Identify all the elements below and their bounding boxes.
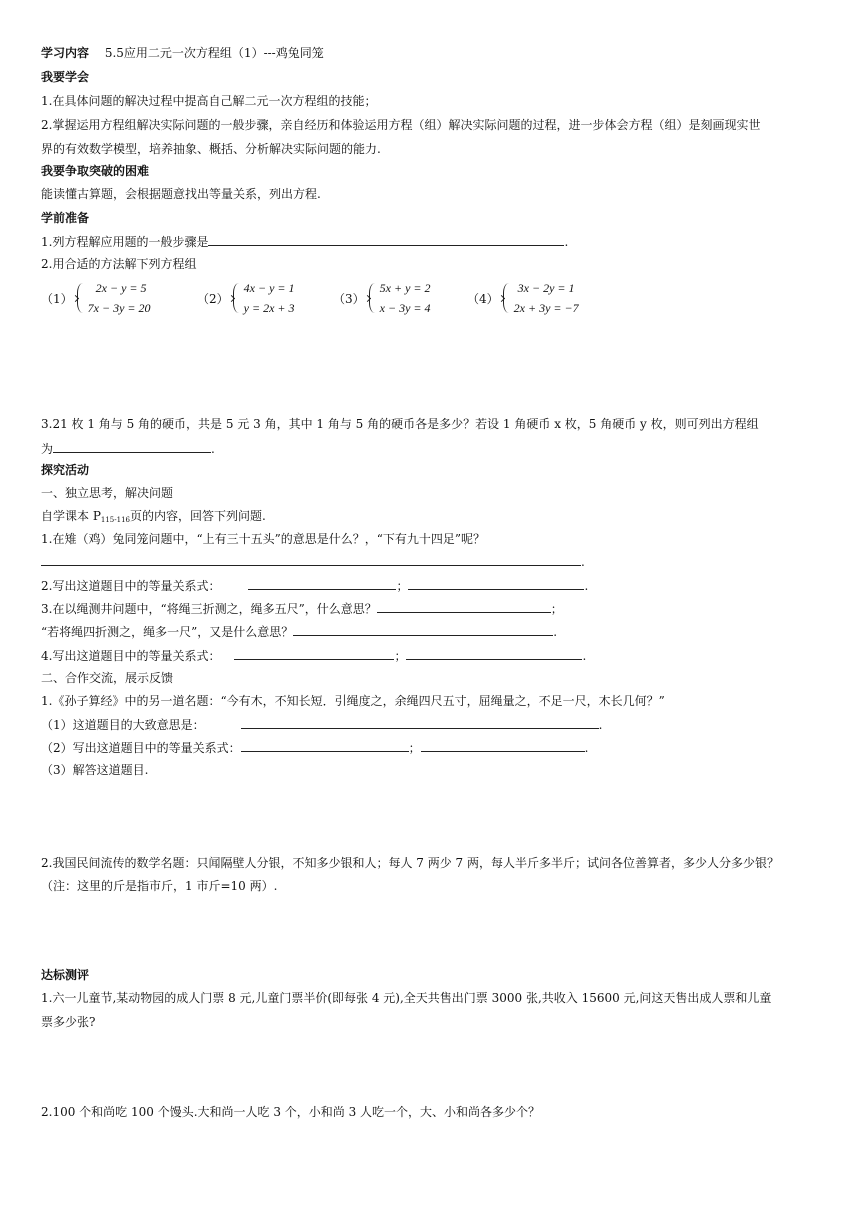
answer-blank[interactable] [421, 739, 585, 752]
explore-part-2: 二、合作交流，展示反馈 [41, 671, 174, 685]
answer-blank[interactable] [406, 647, 582, 660]
explore-question-3 [41, 600, 563, 617]
assessment-q1-line-1: 1.六一儿童节,某动物园的成人门票 8 元,儿童门票半价(即每张 4 元),全天共售出门票 3000 张,共收入 15600 元,问这天售出成人票和儿童 [41, 991, 772, 1005]
separator-semicolon: ； [396, 579, 409, 593]
cooperate-question-1: 1.《孙子算经》中的另一道名题：“今有木，不知长短．引绳度之，余绳四尺五寸，屈绳量之，不足一尺，木长几何？” [41, 694, 665, 708]
equation-system-1 [41, 278, 151, 318]
difficulty-text: 能读懂古算题，会根据题意找出等量关系，列出方程. [41, 187, 321, 201]
c1b-text: （2）写出这道题目中的等量关系式： [41, 741, 241, 755]
line-end-period: . [582, 649, 587, 663]
cooperate-question-1a [41, 716, 602, 733]
assessment-heading: 达标测评 [41, 968, 90, 982]
brace-icon [77, 283, 84, 313]
equation-system-3 [333, 278, 431, 318]
system-number: （1） [41, 291, 73, 306]
explore-q3-text: 3.在以绳测井问题中，“将绳三折测之，绳多五尺”，什么意思？ [41, 602, 377, 616]
explore-part-1: 一、独立思考，解决问题 [41, 486, 174, 500]
system-equation: 5x + y = 2 [379, 281, 431, 295]
answer-blank[interactable] [408, 577, 584, 590]
line-end-period: . [598, 718, 603, 732]
answer-blank[interactable] [248, 577, 396, 590]
explore-q1-answer [41, 553, 585, 570]
assessment-q1-line-2: 票多少张? [41, 1015, 96, 1029]
answer-blank[interactable] [241, 739, 409, 752]
answer-blank[interactable] [234, 647, 394, 660]
preparation-heading: 学前准备 [41, 211, 90, 225]
page-range: 115-116 [100, 516, 130, 524]
prep-question-3-line-1: 3.21 枚 1 角与 5 角的硬币，共是 5 元 3 角，其中 1 角与 5 角的硬币各是多少？若设 1 角硬币 x 枚，5 角硬币 y 枚，则可列出方程组 [41, 417, 759, 431]
explore-question-1: 1.在雉（鸡）兔同笼问题中，“上有三十五头”的意思是什么？，“下有九十四足”呢？ [41, 532, 485, 546]
system-equation: 2x + 3y = −7 [513, 301, 579, 315]
prep-question-2: 2.用合适的方法解下列方程组 [41, 257, 197, 271]
goals-item-1: 1.在具体问题的解决过程中提高自己解二元一次方程组的技能； [41, 94, 377, 108]
system-equation: 2x − y = 5 [95, 281, 147, 295]
answer-blank[interactable] [377, 600, 551, 613]
answer-blank[interactable] [41, 553, 581, 566]
cooperate-question-1c: （3）解答这道题目. [41, 763, 149, 777]
difficulty-heading: 我要争取突破的困难 [41, 164, 150, 178]
equation-system-4 [467, 278, 579, 318]
explore-question-4 [41, 647, 586, 664]
header-line [41, 45, 324, 61]
line-end-period: . [584, 579, 589, 593]
prep-question-3-line-2 [41, 440, 215, 457]
cooperate-question-1b [41, 739, 588, 756]
prep-q3-prefix: 为 [41, 442, 54, 456]
prep-question-1 [41, 233, 568, 250]
prep-q1-text: 1.列方程解应用题的一般步骤是 [41, 235, 209, 249]
system-number: （3） [333, 291, 365, 306]
separator-semicolon: ； [408, 741, 421, 755]
system-equation: y = 2x + 3 [243, 301, 295, 315]
brace-icon [369, 283, 376, 313]
separator-semicolon: ； [394, 649, 407, 663]
explore-q2-text: 2.写出这道题目中的等量关系式： [41, 579, 221, 593]
line-end-period: . [584, 741, 589, 755]
system-number: （4） [467, 291, 499, 306]
explore-question-3b [41, 623, 557, 640]
explore-question-2 [41, 577, 588, 594]
brace-icon [503, 283, 510, 313]
brace-icon [233, 283, 240, 313]
explore-q4-text: 4.写出这道题目中的等量关系式： [41, 649, 221, 663]
prep-q3-end: . [211, 442, 215, 456]
system-number: （2） [197, 291, 229, 306]
system-equation: 3x − 2y = 1 [517, 281, 575, 295]
separator-semicolon: ； [550, 602, 563, 616]
answer-blank[interactable] [53, 440, 211, 453]
system-equation: 4x − y = 1 [243, 281, 295, 295]
answer-blank[interactable] [293, 623, 553, 636]
cooperate-question-2-line-2: （注：这里的斤是指市斤，1 市斤=10 两）. [41, 879, 278, 893]
equation-system-2 [197, 278, 295, 318]
system-equation: 7x − 3y = 20 [87, 301, 151, 315]
system-equation: x − 3y = 4 [379, 301, 431, 315]
prep-q1-end: . [564, 235, 569, 249]
explore-q3b-text: “若将绳四折测之，绳多一尺”，又是什么意思？ [41, 625, 294, 639]
assessment-q2: 2.100 个和尚吃 100 个馒头.大和尚一人吃 3 个，小和尚 3 人吃一个，大、小和尚各多少个？ [41, 1105, 541, 1119]
goals-item-2-line-2: 界的有效数学模型，培养抽象、概括、分析解决实际问题的能力. [41, 142, 381, 156]
explore-heading: 探究活动 [41, 463, 90, 477]
answer-blank[interactable] [208, 233, 564, 246]
answer-blank[interactable] [241, 716, 599, 729]
header-label: 学习内容 [41, 46, 90, 60]
line-end-period: . [553, 625, 558, 639]
self-study-instruction [41, 508, 266, 528]
c1a-text: （1）这道题目的大致意思是： [41, 718, 205, 732]
line-end-period: . [581, 555, 585, 569]
goals-heading: 我要学会 [41, 70, 90, 84]
self-study-suffix: 页的内容，回答下列问题. [129, 509, 266, 523]
header-title: 5.5应用二元一次方程组（1）---鸡兔同笼 [104, 46, 324, 60]
cooperate-question-2-line-1: 2.我国民间流传的数学名题：只闻隔壁人分银，不知多少银和人；每人 7 两少 7 两，每人半斤多半斤；试问各位善算者，多少人分多少银？ [41, 856, 779, 870]
goals-item-2-line-1: 2.掌握运用方程组解决实际问题的一般步骤，亲自经历和体验运用方程（组）解决实际问题的过程，进一步体会方程（组）是刻画现实世 [41, 118, 761, 132]
self-study-prefix: 自学课本 P [41, 509, 101, 523]
